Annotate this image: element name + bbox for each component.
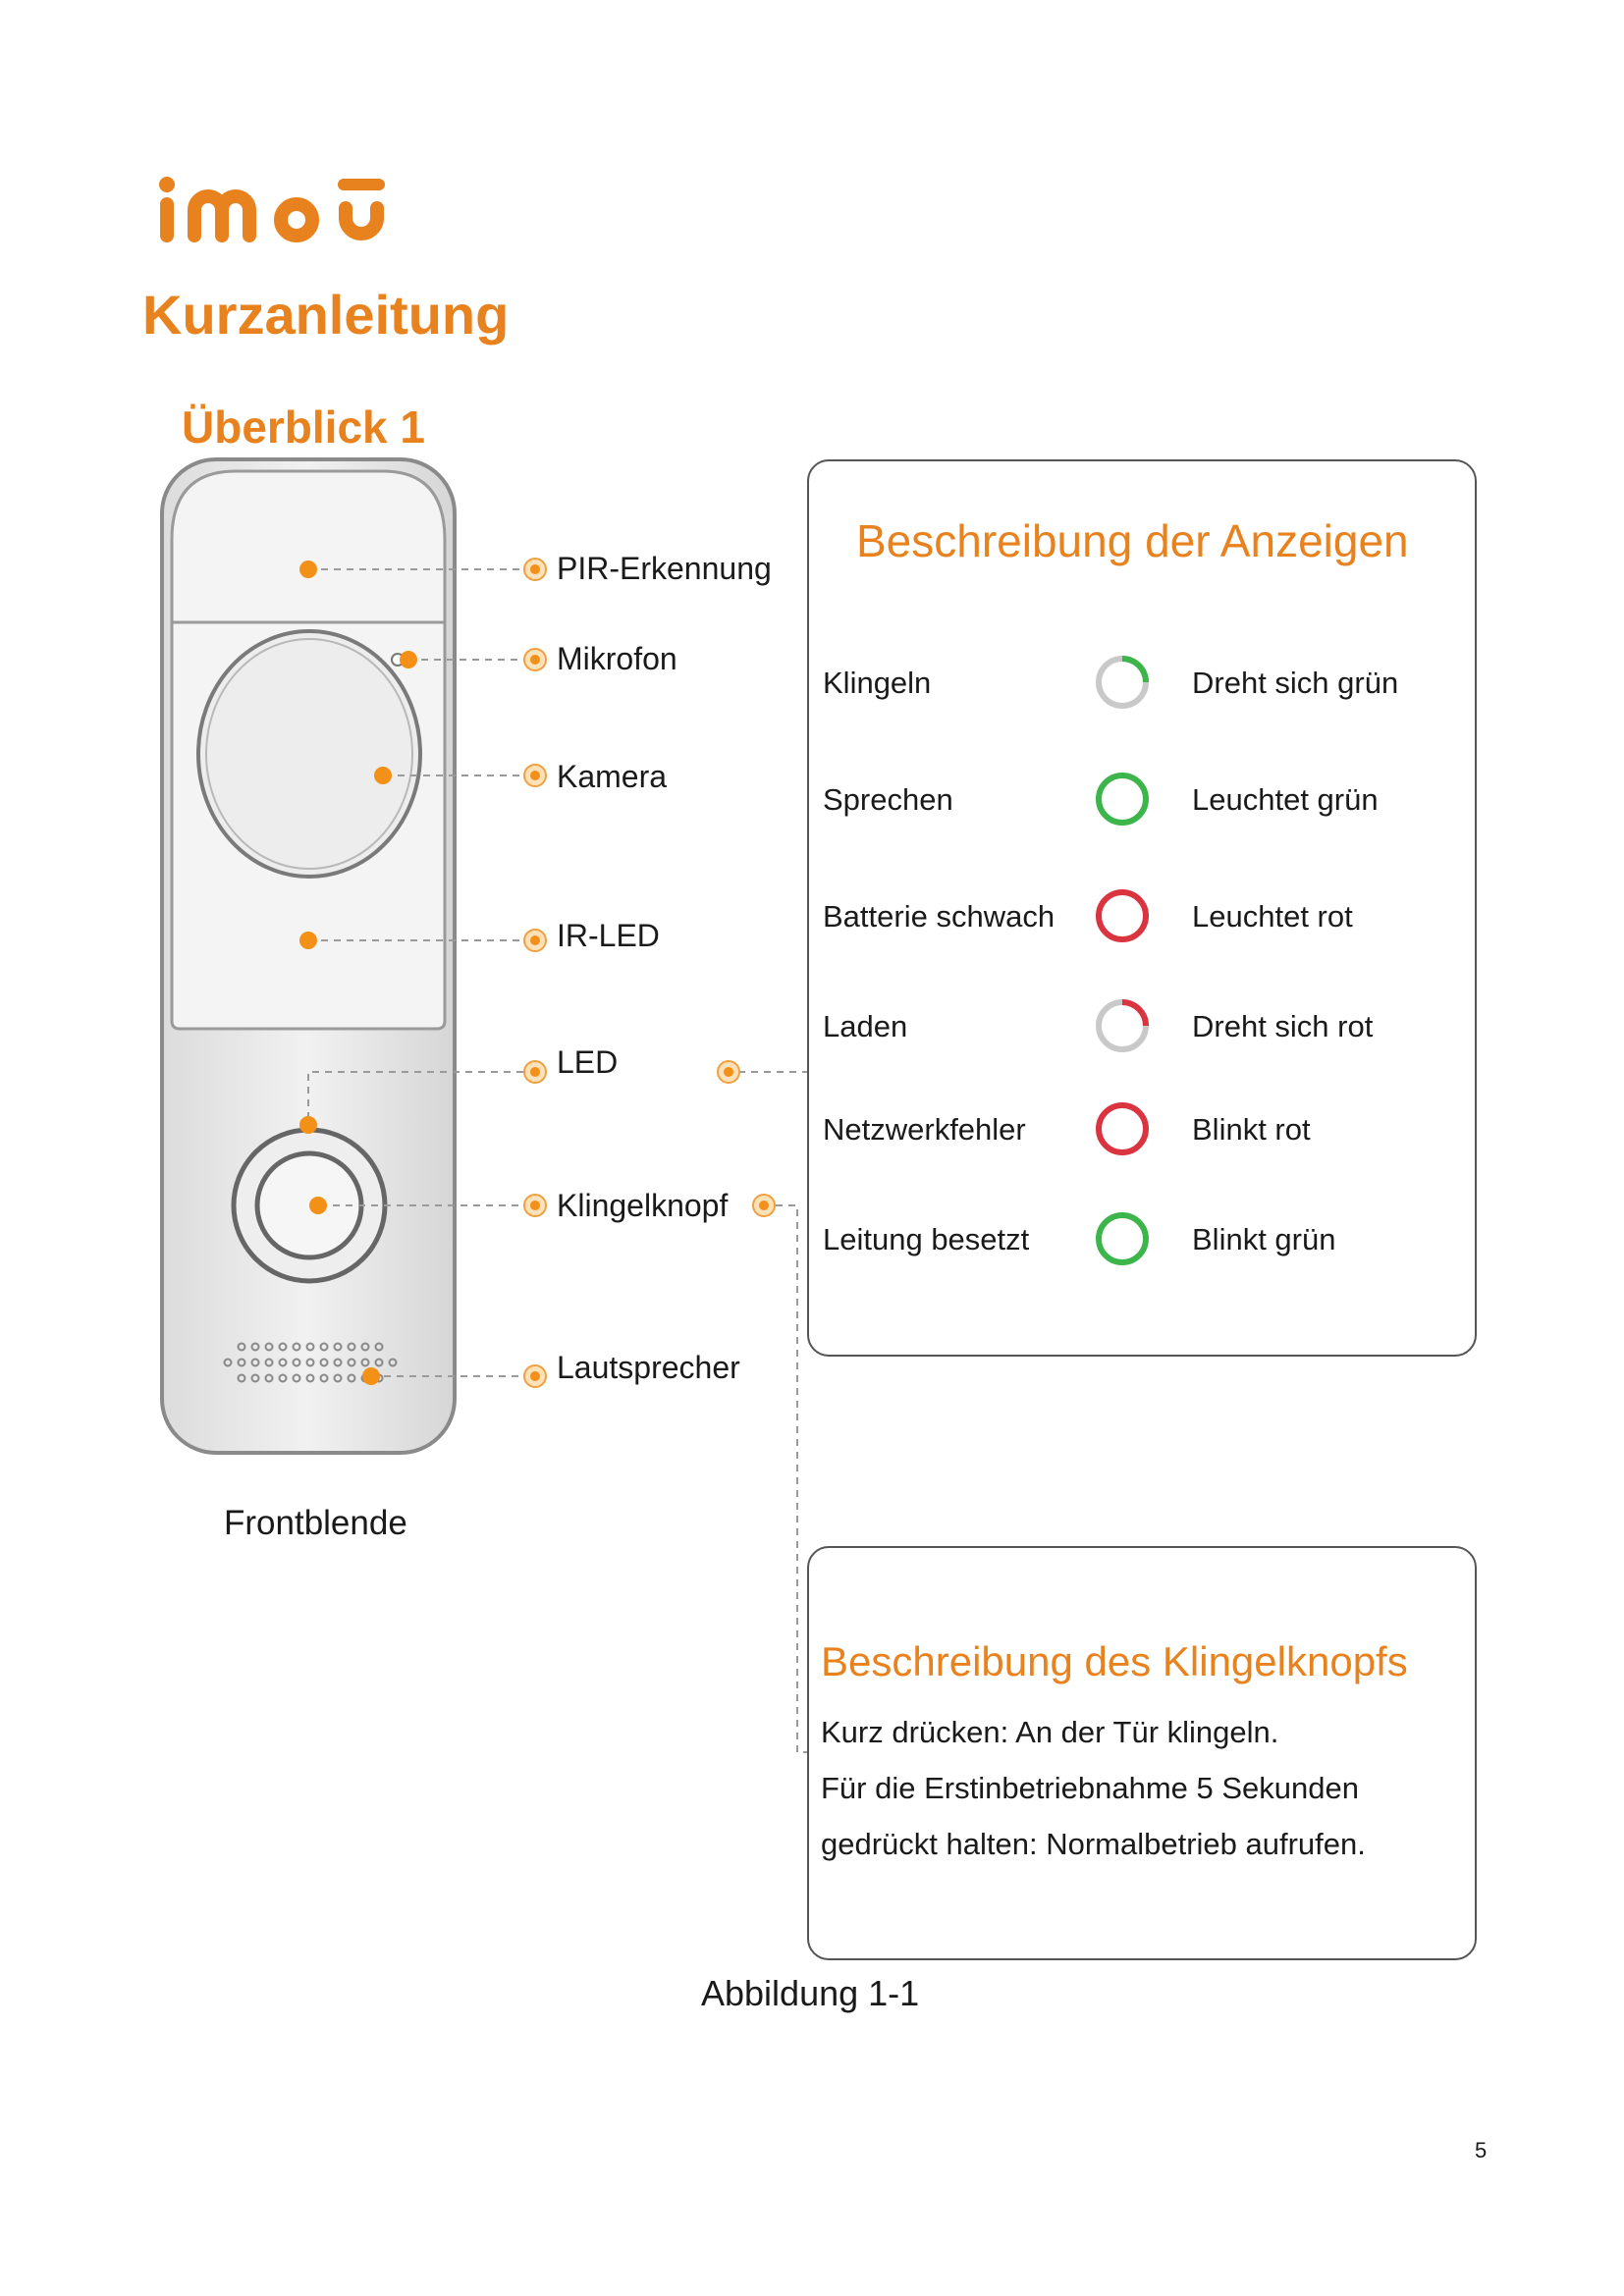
indicator-description: Dreht sich rot [1192, 1009, 1374, 1043]
indicator-state: Laden [823, 1009, 908, 1043]
indicator-description: Blinkt rot [1192, 1112, 1311, 1147]
section-title: Überblick 1 [182, 401, 425, 453]
label-irled: IR-LED [557, 918, 660, 953]
indicator-panel [807, 459, 1477, 1357]
label-button: Klingelknopf [557, 1188, 729, 1223]
indicator-state: Sprechen [823, 782, 953, 817]
label-led: LED [557, 1044, 619, 1080]
indicator-row [809, 761, 1475, 839]
indicator-row [809, 878, 1475, 956]
indicator-panel-title: Beschreibung der Anzeigen [856, 515, 1409, 566]
indicator-description: Dreht sich grün [1192, 666, 1399, 700]
label-camera: Kamera [557, 759, 668, 794]
button-description-line: Für die Erstinbetriebnahme 5 Sekunden [821, 1771, 1359, 1805]
button-panel-title: Beschreibung des Klingelknopfs [821, 1638, 1408, 1684]
blinking-green-ring-icon [1094, 1210, 1151, 1267]
spinning-green-ring-icon [1094, 654, 1151, 711]
label-mic: Mikrofon [557, 641, 677, 676]
page-title: Kurzanleitung [142, 284, 510, 346]
indicator-row [809, 1091, 1475, 1169]
indicator-state: Netzwerkfehler [823, 1112, 1026, 1147]
page-number: 5 [1475, 2138, 1488, 2163]
indicator-state: Batterie schwach [823, 899, 1056, 934]
label-speaker: Lautsprecher [557, 1350, 740, 1385]
button-description-line: gedrückt halten: Normalbetrieb aufrufen. [821, 1827, 1366, 1861]
indicator-row [809, 1201, 1475, 1279]
label-markers [524, 559, 775, 1387]
button-description-panel [807, 1546, 1477, 1960]
solid-green-ring-icon [1094, 771, 1151, 828]
indicator-state: Klingeln [823, 666, 932, 700]
front-caption: Frontblende [224, 1504, 407, 1542]
figure-caption: Abbildung 1-1 [701, 1973, 920, 2013]
indicator-row [809, 988, 1475, 1066]
label-pir: PIR-Erkennung [557, 551, 772, 586]
solid-red-ring-icon [1094, 887, 1151, 944]
indicator-description: Blinkt grün [1192, 1222, 1336, 1256]
indicator-description: Leuchtet rot [1192, 899, 1353, 934]
spinning-red-ring-icon [1094, 997, 1151, 1054]
blinking-red-ring-icon [1094, 1100, 1151, 1157]
indicator-row [809, 644, 1475, 722]
camera-lens [198, 631, 420, 877]
indicator-description: Leuchtet grün [1192, 782, 1379, 817]
indicator-state: Leitung besetzt [823, 1222, 1030, 1256]
button-description-line: Kurz drücken: An der Tür klingeln. [821, 1715, 1279, 1749]
